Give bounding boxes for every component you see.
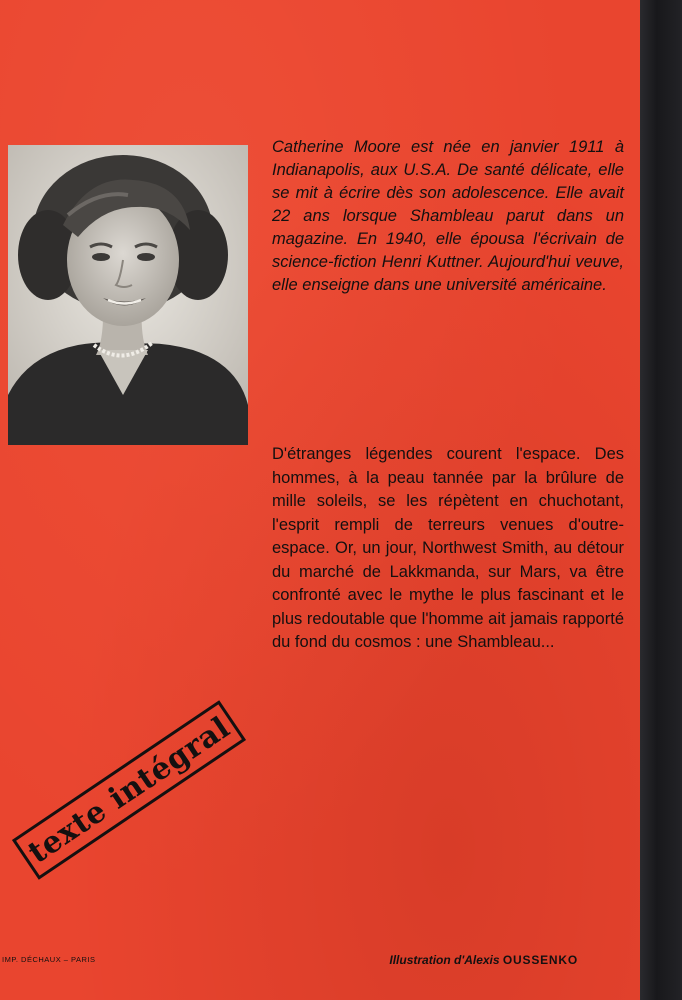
author-biography: Catherine Moore est née en janvier 1911 à Indianapolis, aux U.S.A. De santé délicate, elle se mit à écrire dès son adolescence. Elle avait 22 ans lorsque Shambleau parut dans un magazine. En 1940, elle épousa l'écrivain de science-fiction Henri Kuttner. Aujourd'hui veuve, elle enseigne dans une université américaine. (272, 138, 624, 294)
illustration-credit (389, 953, 578, 967)
author-portrait-photo (8, 145, 248, 445)
credit-prefix: Illustration d'Alexis (389, 953, 500, 967)
portrait-illustration (8, 145, 248, 445)
stamp-label: texte intégral (21, 709, 237, 871)
book-blurb: D'étranges légendes courent l'espace. Des hommes, à la peau tannée par la brûlure de mille soleils, se les répètent en chuchotant, l'esprit rempli de terreurs venues d'outre-espace. Or, un jour, Northwest Smith, au détour du marché de Lakkmanda, sur Mars, va être confronté avec le mythe le plus fascinant et le plus redoutable que l'homme ait jamais rapporté du fond du cosmos : une Shambleau... (272, 445, 624, 651)
illustrator-name: OUSSENKO (502, 953, 578, 967)
printer-imprint: IMP. DÉCHAUX – PARIS (2, 955, 96, 964)
book-spine (640, 0, 682, 1000)
texte-integral-stamp (12, 700, 246, 880)
